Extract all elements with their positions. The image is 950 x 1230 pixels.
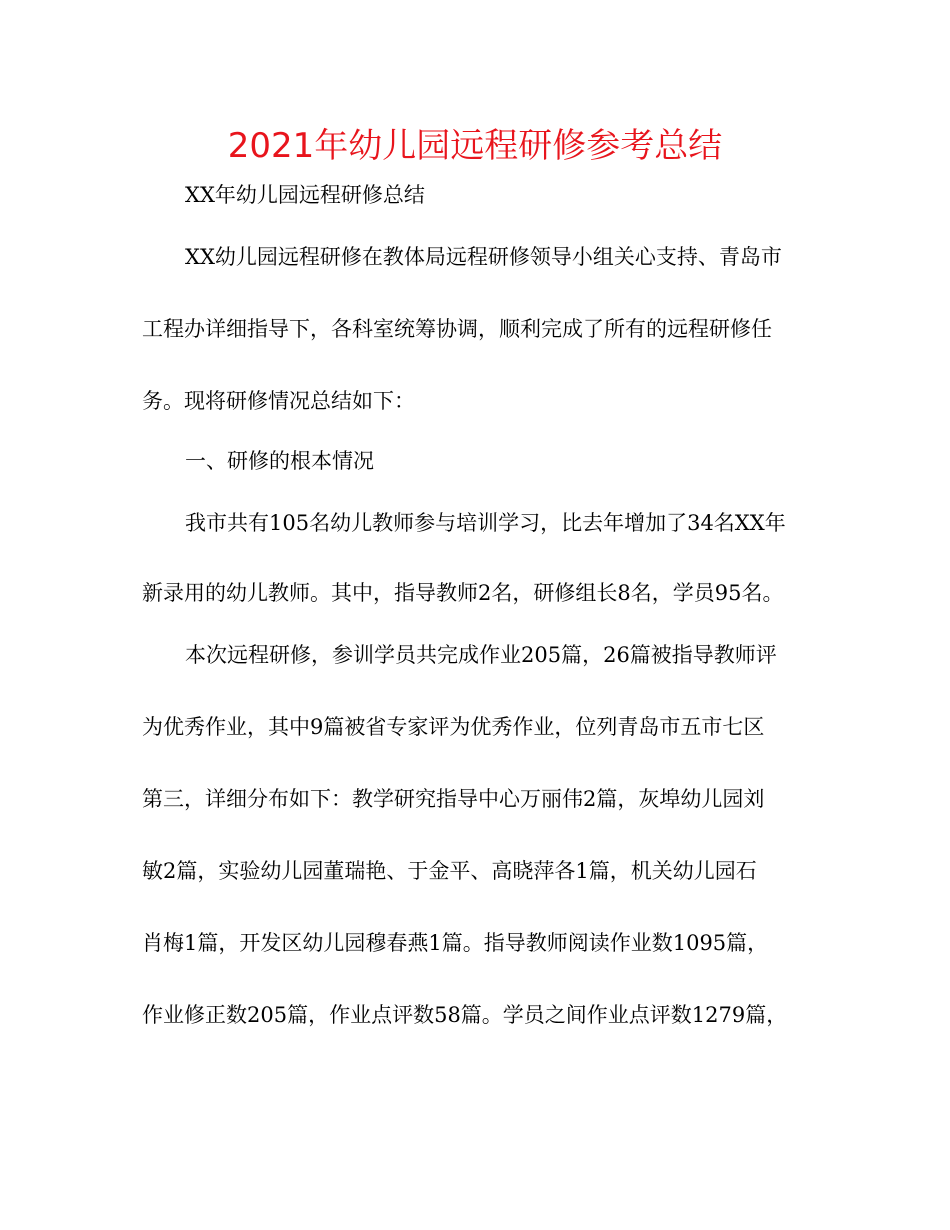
document-title: 2021年幼儿园远程研修参考总结 bbox=[227, 126, 723, 166]
paragraph-line: 敏2篇，实验幼儿园董瑞艳、于金平、高晓萍各1篇，机关幼儿园石 bbox=[142, 859, 757, 883]
paragraph-line: 务。现将研修情况总结如下： bbox=[142, 389, 415, 413]
paragraph-line: 新录用的幼儿教师。其中，指导教师2名，研修组长8名，学员95名。 bbox=[142, 581, 784, 605]
subtitle-line: XX年幼儿园远程研修总结 bbox=[185, 183, 425, 207]
section-heading: 一、研修的根本情况 bbox=[185, 449, 374, 473]
paragraph-line: 作业修正数205篇，作业点评数58篇。学员之间作业点评数1279篇， bbox=[142, 1003, 788, 1027]
paragraph-line: 肖梅1篇，开发区幼儿园穆春燕1篇。指导教师阅读作业数1095篇， bbox=[142, 931, 769, 955]
paragraph-line: 第三，详细分布如下：教学研究指导中心万丽伟2篇，灰埠幼儿园刘 bbox=[142, 787, 765, 811]
paragraph-line: 为优秀作业，其中9篇被省专家评为优秀作业，位列青岛市五市七区 bbox=[142, 715, 765, 739]
paragraph-line: 本次远程研修，参训学员共完成作业205篇，26篇被指导教师评 bbox=[185, 643, 777, 667]
paragraph-line: XX幼儿园远程研修在教体局远程研修领导小组关心支持、青岛市 bbox=[185, 245, 782, 269]
paragraph-line: 工程办详细指导下，各科室统筹协调，顺利完成了所有的远程研修任 bbox=[142, 317, 772, 341]
paragraph-line: 我市共有105名幼儿教师参与培训学习，比去年增加了34名XX年 bbox=[185, 511, 786, 535]
